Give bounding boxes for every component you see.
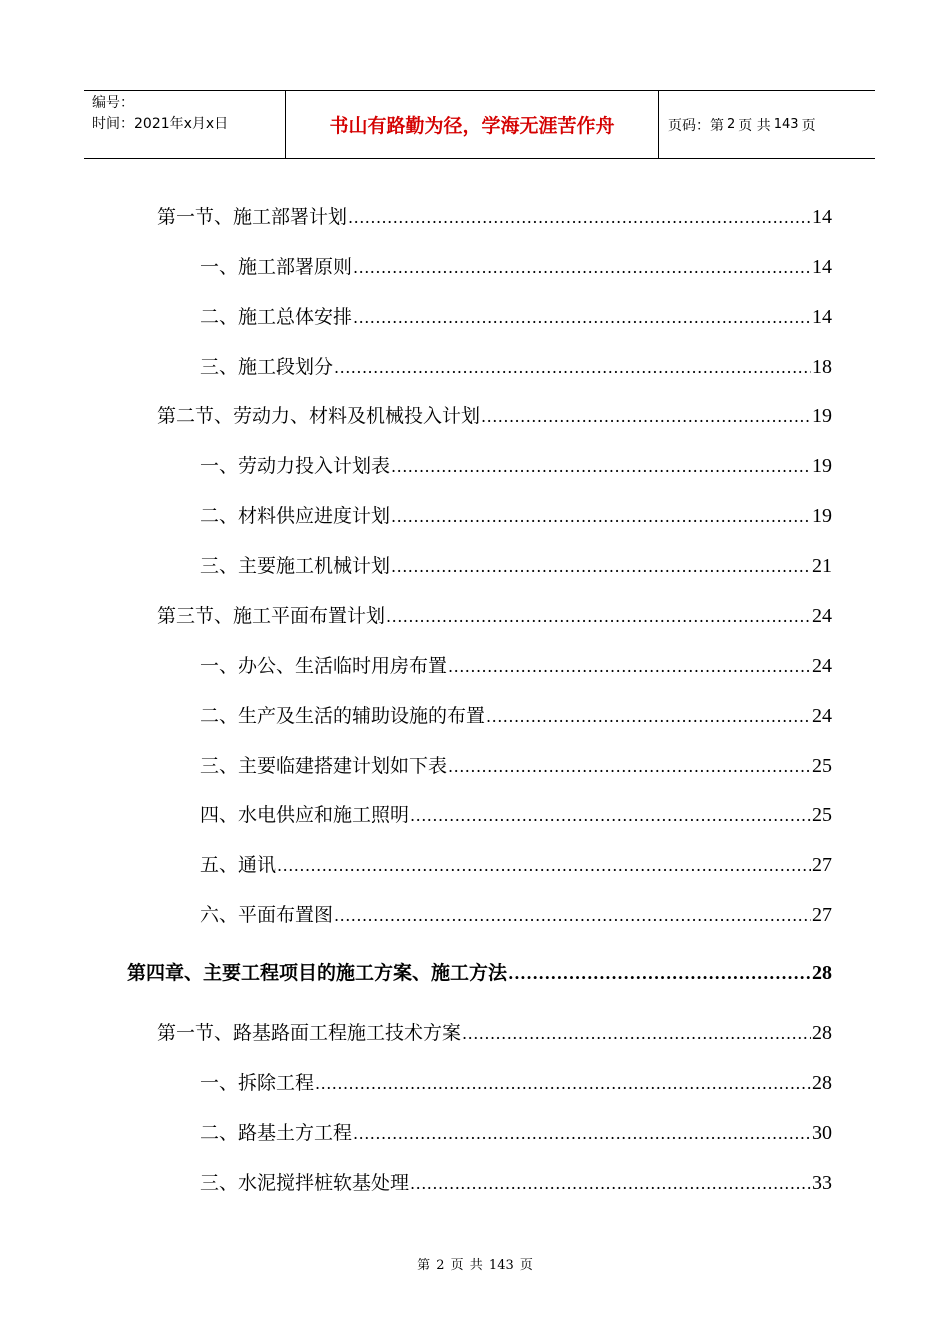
- toc-entry-title: 主要施工机械计划: [238, 555, 391, 577]
- toc-entry-number: 三、: [200, 1172, 239, 1194]
- toc-entry-number: 第一节、: [157, 1022, 234, 1044]
- toc-entry-title: 水泥搅拌桩软基处理: [238, 1172, 410, 1194]
- toc-entry-number: 第三节、: [157, 605, 234, 627]
- toc-leader-dots: [353, 1124, 811, 1143]
- toc-entry-title: 施工段划分: [238, 356, 334, 378]
- toc-entry-number: 二、: [200, 306, 239, 328]
- toc-entry-number: 二、: [200, 705, 239, 727]
- header-page-info: [659, 91, 875, 158]
- toc-entry-page: 24: [812, 605, 832, 627]
- toc-entry[interactable]: [200, 352, 832, 382]
- toc-entry-title: 施工部署原则: [238, 256, 353, 278]
- toc-entry-number: 三、: [200, 356, 239, 378]
- toc-entry-title: 劳动力、材料及机械投入计划: [233, 405, 481, 427]
- document-time-label: 时间：2021年x月x日: [92, 116, 229, 132]
- toc-entry-number: 一、: [200, 256, 239, 278]
- toc-entry-title: 主要工程项目的施工方案、施工方法: [203, 962, 508, 984]
- toc-entry-number: 一、: [200, 1072, 239, 1094]
- toc-entry-page: 19: [812, 455, 832, 477]
- toc-entry-number: 第一节、: [157, 206, 234, 228]
- header-page-total: 143: [773, 117, 799, 132]
- toc-entry-title: 路基土方工程: [238, 1122, 353, 1144]
- toc-leader-dots: [348, 208, 811, 227]
- toc-entry-number: 第二节、: [157, 405, 234, 427]
- toc-entry-title: 施工总体安排: [238, 306, 353, 328]
- toc-entry-number: 五、: [200, 854, 239, 876]
- header-page-end: 页: [801, 117, 816, 134]
- toc-entry-page: 18: [812, 356, 832, 378]
- toc-entry-page: 28: [812, 962, 832, 984]
- toc-entry-number: 二、: [200, 1122, 239, 1144]
- toc-entry[interactable]: [200, 501, 832, 531]
- toc-entry[interactable]: [200, 900, 832, 930]
- toc-leader-dots: [508, 964, 811, 983]
- toc-leader-dots: [391, 457, 811, 476]
- toc-entry-title: 施工平面布置计划: [233, 605, 386, 627]
- toc-entry-number: 六、: [200, 904, 239, 926]
- toc-entry-number: 三、: [200, 755, 239, 777]
- toc-entry-page: 14: [812, 206, 832, 228]
- toc-leader-dots: [277, 856, 811, 875]
- toc-leader-dots: [481, 407, 811, 426]
- header-meta: [84, 91, 285, 158]
- toc-entry-number: 一、: [200, 455, 239, 477]
- toc-leader-dots: [410, 806, 811, 825]
- toc-entry[interactable]: [200, 1168, 832, 1198]
- toc-entry-page: 19: [812, 505, 832, 527]
- toc-entry-title: 施工部署计划: [233, 206, 348, 228]
- toc-entry-page: 24: [812, 705, 832, 727]
- toc-entry[interactable]: [200, 451, 832, 481]
- toc-entry[interactable]: [200, 850, 832, 880]
- toc-entry-number: 第四章、: [127, 962, 204, 984]
- toc-leader-dots: [462, 1024, 811, 1043]
- toc-entry-page: 24: [812, 655, 832, 677]
- toc-leader-dots: [391, 557, 811, 576]
- toc-entry-page: 28: [812, 1072, 832, 1094]
- toc-entry-number: 四、: [200, 804, 239, 826]
- toc-entry-page: 28: [812, 1022, 832, 1044]
- toc-entry-title: 材料供应进度计划: [238, 505, 391, 527]
- toc-entry-number: 一、: [200, 655, 239, 677]
- toc-entry[interactable]: [200, 302, 832, 332]
- toc-entry-page: 33: [812, 1172, 832, 1194]
- toc-entry-page: 25: [812, 804, 832, 826]
- toc-leader-dots: [353, 258, 811, 277]
- toc-entry-title: 拆除工程: [238, 1072, 315, 1094]
- toc-entry-title: 通讯: [238, 854, 277, 876]
- toc-entry-page: 14: [812, 306, 832, 328]
- toc-entry[interactable]: [200, 252, 832, 282]
- document-number-label: 编号：: [92, 95, 134, 111]
- toc-entry[interactable]: [200, 800, 832, 830]
- toc-entry-page: 14: [812, 256, 832, 278]
- toc-entry[interactable]: [200, 651, 832, 681]
- toc-leader-dots: [334, 358, 811, 377]
- toc-entry-page: 30: [812, 1122, 832, 1144]
- toc-entry-page: 27: [812, 854, 832, 876]
- toc-entry-number: 二、: [200, 505, 239, 527]
- toc-entry[interactable]: [157, 202, 832, 232]
- header-page-mid: 页 共: [738, 117, 771, 134]
- toc-entry-number: 三、: [200, 555, 239, 577]
- toc-leader-dots: [315, 1074, 811, 1093]
- toc-entry-page: 19: [812, 405, 832, 427]
- toc-entry[interactable]: [157, 1018, 832, 1048]
- toc-leader-dots: [391, 507, 811, 526]
- toc-chapter-entry[interactable]: [127, 958, 832, 988]
- toc-entry-title: 路基路面工程施工技术方案: [233, 1022, 462, 1044]
- toc-leader-dots: [410, 1174, 811, 1193]
- toc-entry-title: 生产及生活的辅助设施的布置: [238, 705, 486, 727]
- toc-entry[interactable]: [200, 701, 832, 731]
- toc-leader-dots: [486, 707, 811, 726]
- toc-entry-title: 平面布置图: [238, 904, 334, 926]
- toc-entry[interactable]: [157, 401, 832, 431]
- toc-entry[interactable]: [200, 751, 832, 781]
- page-footer: 第 2 页 共 143 页: [417, 1258, 533, 1273]
- toc-entry[interactable]: [157, 601, 832, 631]
- toc-entry-title: 水电供应和施工照明: [238, 804, 410, 826]
- toc-leader-dots: [448, 657, 811, 676]
- page-header: [84, 90, 875, 159]
- toc-entry[interactable]: [200, 1068, 832, 1098]
- toc-leader-dots: [386, 607, 811, 626]
- toc-entry-title: 劳动力投入计划表: [238, 455, 391, 477]
- toc-entry-page: 27: [812, 904, 832, 926]
- toc-entry[interactable]: [200, 551, 832, 581]
- toc-entry-page: 25: [812, 755, 832, 777]
- toc-leader-dots: [353, 308, 811, 327]
- toc-entry[interactable]: [200, 1118, 832, 1148]
- header-motto: 书山有路勤为径，学海无涯苦作舟: [285, 91, 659, 158]
- header-page-label: 页码：第: [668, 117, 724, 134]
- toc-entry-page: 21: [812, 555, 832, 577]
- toc-leader-dots: [334, 906, 811, 925]
- toc-entry-title: 主要临建搭建计划如下表: [238, 755, 448, 777]
- toc-leader-dots: [448, 757, 811, 776]
- toc-entry-title: 办公、生活临时用房布置: [238, 655, 448, 677]
- header-page-number: 2: [727, 117, 736, 132]
